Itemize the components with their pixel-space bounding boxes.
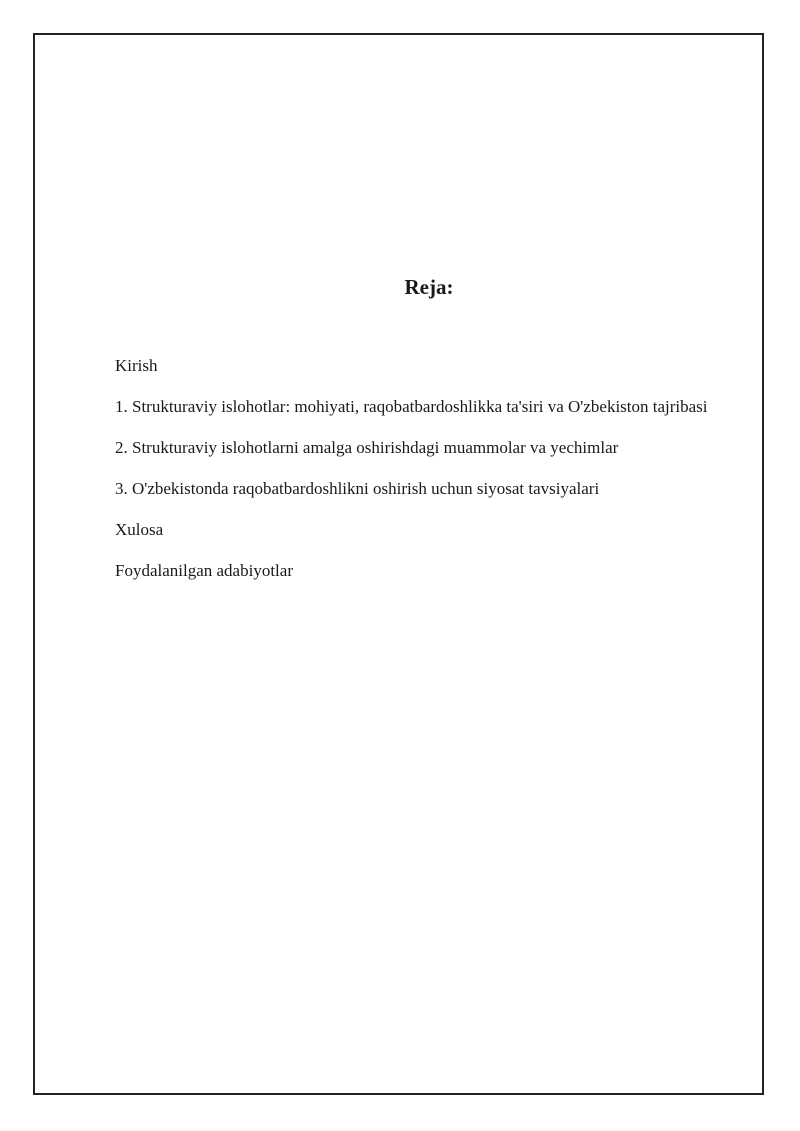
toc-item-references: Foydalanilgan adabiyotlar (115, 561, 293, 580)
toc-item-chapter-3: 3. O'zbekistonda raqobatbardoshlikni oshirish uchun siyosat tavsiyalari (115, 479, 600, 498)
toc-item-introduction: Kirish (115, 356, 158, 375)
toc-item-conclusion: Xulosa (115, 520, 164, 539)
page-title: Reja: (404, 275, 454, 299)
toc-item-chapter-2: 2. Strukturaviy islohotlarni amalga oshirishdagi muammolar va yechimlar (115, 438, 619, 457)
table-of-contents (115, 350, 715, 596)
toc-item-chapter-1: 1. Strukturaviy islohotlar: mohiyati, raqobatbardoshlikka ta'siri va O'zbekiston tajribasi (115, 397, 708, 416)
